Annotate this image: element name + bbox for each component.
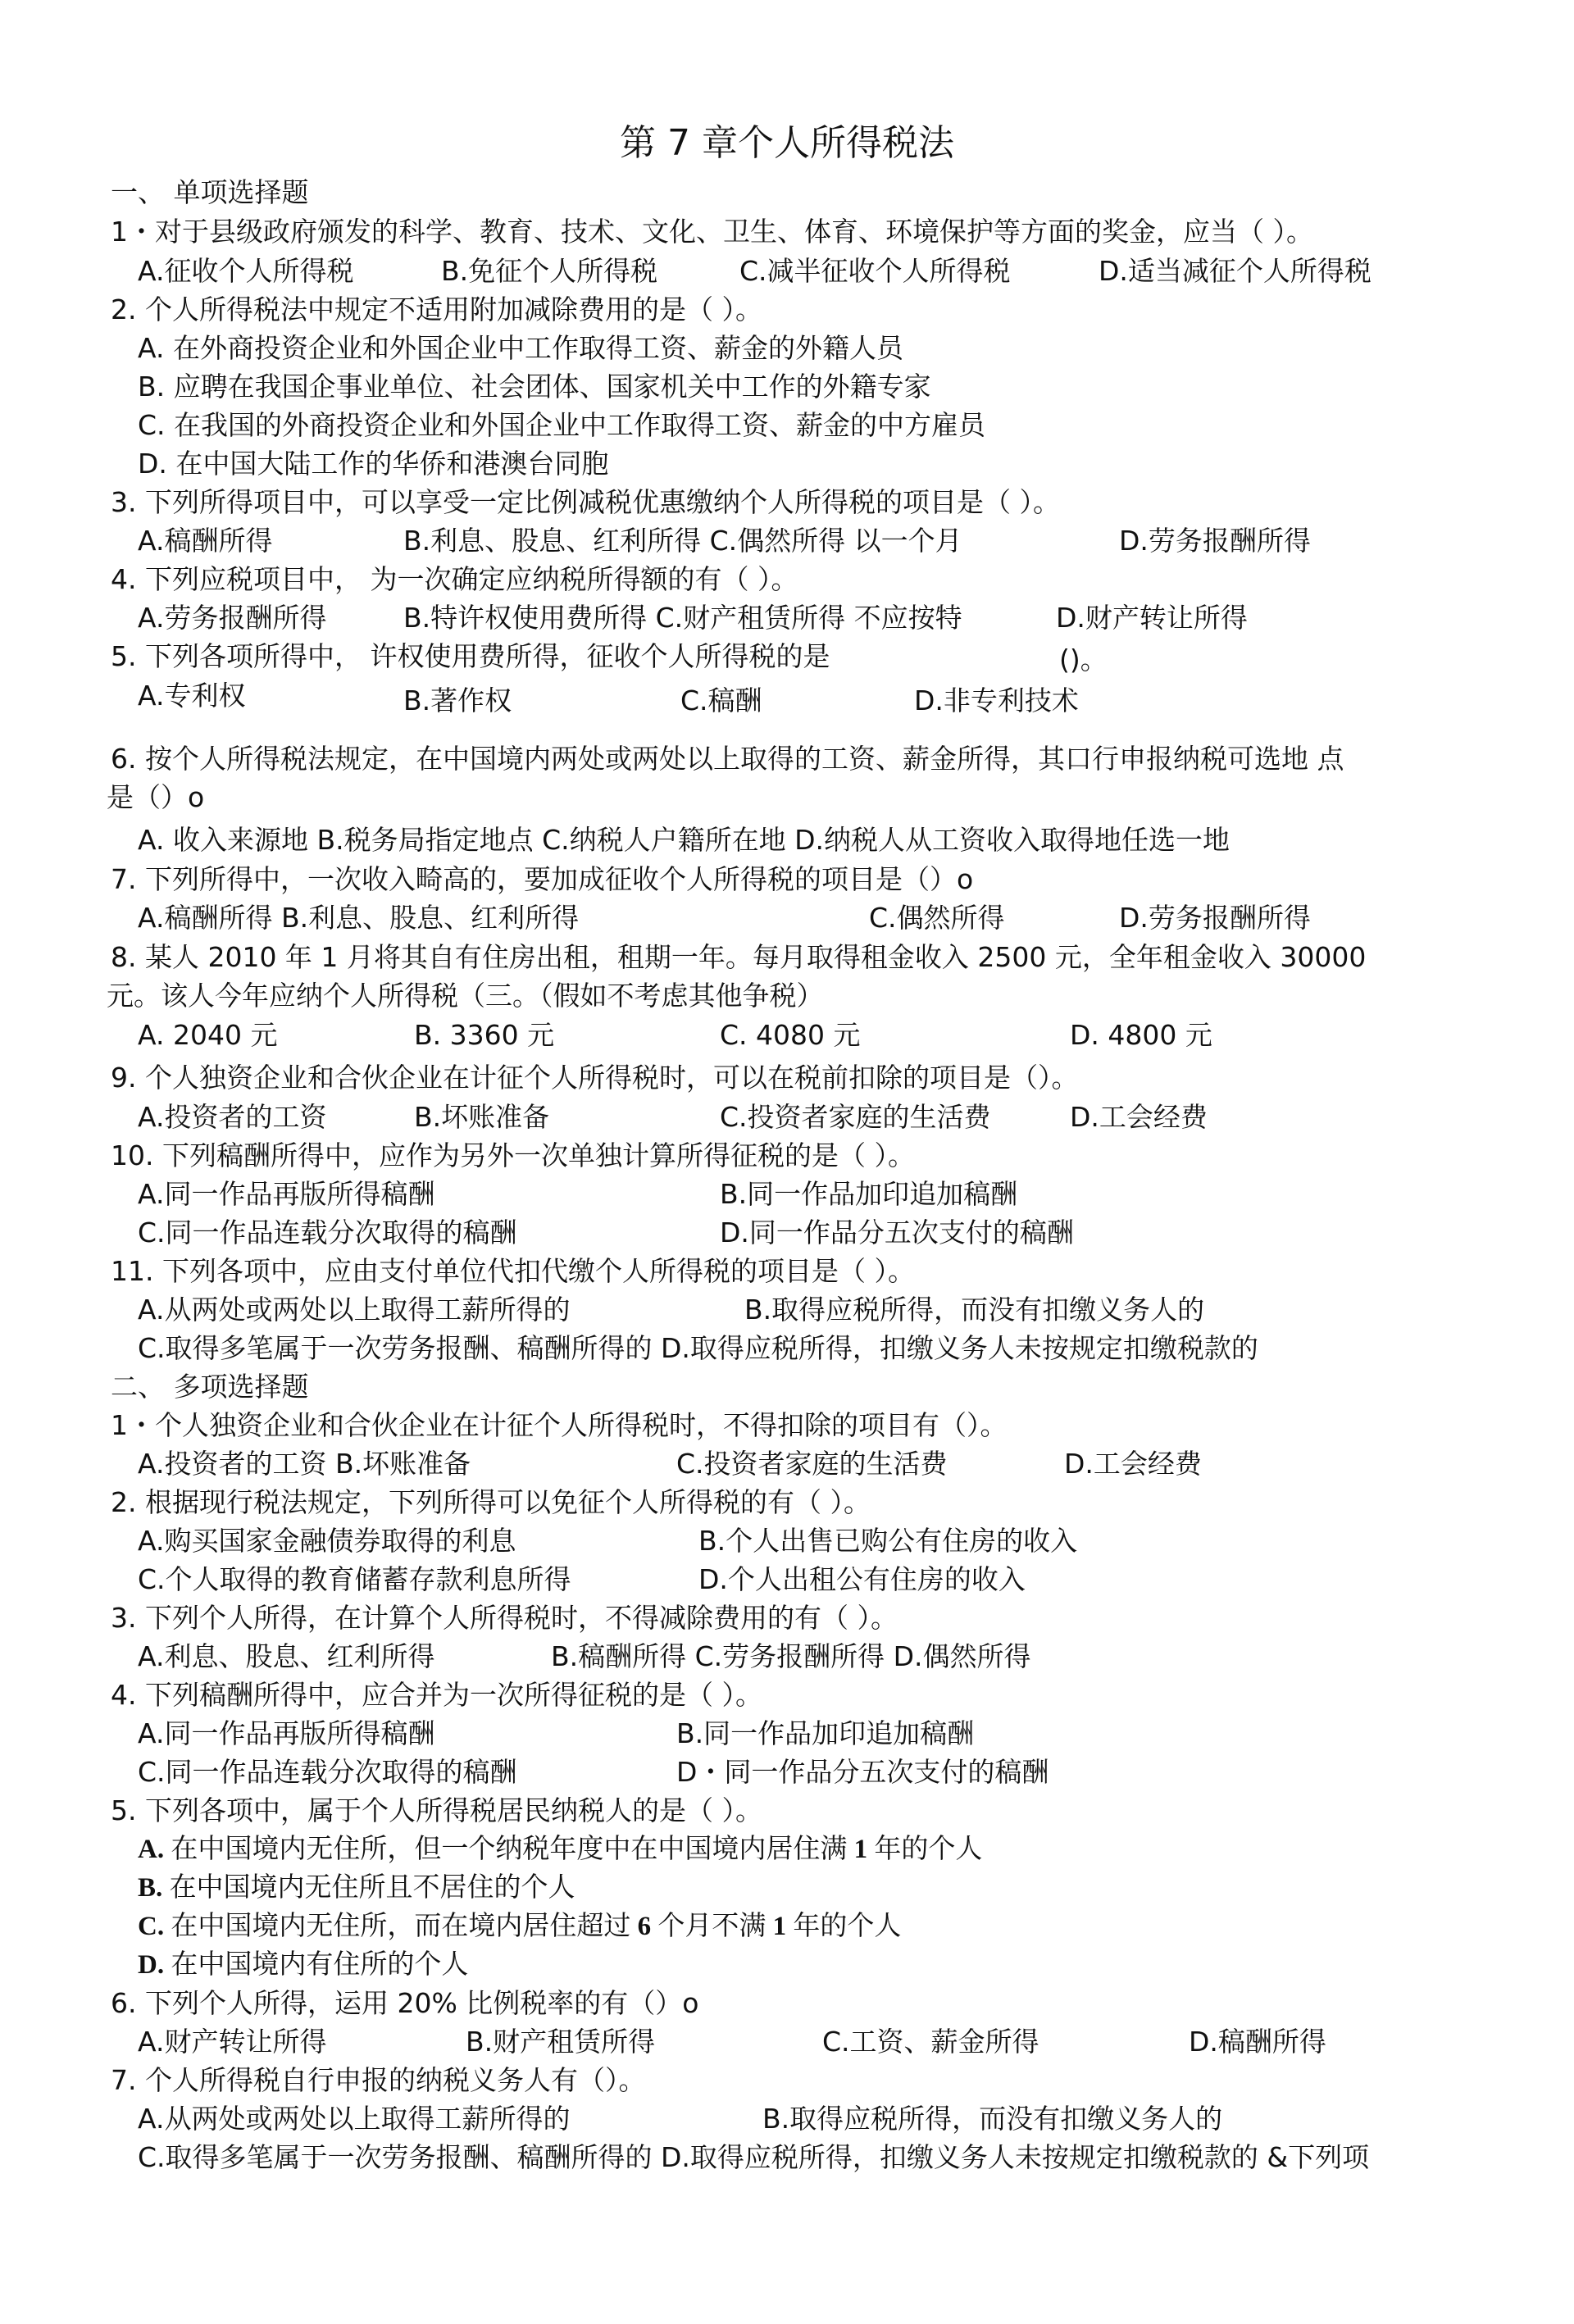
option-d: D.劳务报酬所得 [1119,902,1311,934]
question-stem-cont: 元。该人今年应纳个人所得税（三。（假如不考虑其他争税） [107,980,824,1012]
option-ab: A.稿酬所得 B.利息、股息、红利所得 [138,902,580,934]
option-c [138,1908,901,1945]
number: 1 [853,1835,868,1864]
option-a: A.从两处或两处以上取得工薪所得的 [138,2103,571,2135]
option-d: D.适当减征个人所得税 [1099,255,1372,287]
option-ab: A.投资者的工资 B.坏账准备 [138,1448,471,1480]
option-a: A. 2040 元 [138,1019,278,1051]
option-b: B. 应聘在我国企事业单位、社会团体、国家机关中工作的外籍专家 [138,371,931,402]
option-a: A.同一作品再版所得稿酬 [138,1178,435,1210]
page-title: 第 7 章个人所得税法 [620,122,954,164]
option-c: C.投资者家庭的生活费 [676,1448,948,1480]
option-c: C.投资者家庭的生活费 [720,1101,991,1133]
option-cd: C.取得多笔属于一次劳务报酬、稿酬所得的 D.取得应税所得，扣缴义务人未按规定扣缴税款的 &下列项 [138,2141,1370,2173]
question-stem: 4. 下列稿酬所得中，应合并为一次所得征税的是（ ）。 [111,1679,762,1711]
option-d: D・同一作品分五次支付的稿酬 [676,1756,1049,1788]
option-b: B.坏账准备 [414,1101,550,1133]
option-a [138,1831,982,1868]
option-bcd: B.稿酬所得 C.劳务报酬所得 D.偶然所得 [551,1640,1031,1672]
option-d: D.工会经费 [1064,1448,1202,1480]
option-d: D. 在中国大陆工作的华侨和港澳台同胞 [138,448,609,480]
question-stem: 7. 个人所得税自行申报的纳税义务人有（）。 [111,2064,646,2096]
option-letter: B. [138,1873,163,1903]
options-row: A. 收入来源地 B.税务局指定地点 C.纳税人户籍所在地 D.纳税人从工资收入取得地任选一地 [138,824,1231,856]
option-d: D.非专利技术 [914,684,1079,716]
option-text: 在中国境内无住所，而在境内居住超过 [164,1912,638,1941]
option-a: A. 在外商投资企业和外国企业中工作取得工资、薪金的外籍人员 [138,332,903,364]
option-text: 在中国境内无住所，但一个纳税年度中在中国境内居住满 [164,1835,854,1864]
option-a: A.财产转让所得 [138,2026,327,2058]
option-c: C.稿酬 [680,684,762,716]
option-b: B.取得应税所得，而没有扣缴义务人的 [762,2103,1223,2135]
question-stem-cont: 是（）o [107,781,205,813]
option-c: C.减半征收个人所得税 [739,255,1011,287]
option-b: B.同一作品加印追加稿酬 [720,1178,1018,1210]
option-text: 个月不满 [651,1912,773,1941]
option-text: 年的个人 [867,1835,983,1864]
question-stem: 11. 下列各项中，应由支付单位代扣代缴个人所得税的项目是（ ）。 [111,1255,915,1287]
option-c: C. 在我国的外商投资企业和外国企业中工作取得工资、薪金的中方雇员 [138,409,986,441]
option-b: B. 3360 元 [414,1019,555,1051]
option-c: C.同一作品连载分次取得的稿酬 [138,1217,517,1248]
option-c: C.个人取得的教育储蓄存款利息所得 [138,1563,571,1595]
option-text: 在中国境内有住所的个人 [164,1950,469,1980]
number: 1 [772,1912,787,1941]
question-stem: 2. 个人所得税法中规定不适用附加减除费用的是（ ）。 [111,293,762,325]
option-a: A.稿酬所得 [138,525,273,557]
option-letter: C. [138,1912,165,1941]
option-d: D.工会经费 [1070,1101,1208,1133]
option-b: B.个人出售已购公有住房的收入 [698,1525,1078,1557]
option-b: B.取得应税所得，而没有扣缴义务人的 [744,1294,1205,1326]
option-cd: C.取得多笔属于一次劳务报酬、稿酬所得的 D.取得应税所得，扣缴义务人未按规定扣缴税款的 [138,1332,1258,1364]
number: 6 [637,1912,652,1941]
section-heading-single-choice: 一、 单项选择题 [111,176,309,208]
question-stem: 9. 个人独资企业和合伙企业在计征个人所得税时，可以在税前扣除的项目是（）。 [111,1062,1079,1094]
option-b [138,1869,575,1907]
option-letter: D. [138,1950,165,1980]
question-stem: 6. 按个人所得税法规定，在中国境内两处或两处以上取得的工资、薪金所得，其口行申报纳税可选地 点 [111,743,1344,775]
question-stem: 10. 下列稿酬所得中，应作为另外一次单独计算所得征税的是（ ）。 [111,1139,915,1171]
option-d: D.财产转让所得 [1056,602,1248,634]
option-d: D.同一作品分五次支付的稿酬 [720,1217,1074,1248]
option-b: B.著作权 [403,684,512,716]
question-stem: 7. 下列所得中，一次收入畸高的，要加成征收个人所得税的项目是（）o [111,863,974,895]
option-text: 在中国境内无住所且不居住的个人 [162,1873,575,1903]
option-a: A.利息、股息、红利所得 [138,1640,435,1672]
question-stem-tail: ()。 [1059,644,1108,675]
option-a: A.购买国家金融债券取得的利息 [138,1525,516,1557]
question-stem: 6. 下列个人所得，运用 20% 比例税率的有（）o [111,1987,699,2019]
option-c: C.工资、薪金所得 [822,2026,1039,2058]
option-d: D. 4800 元 [1070,1019,1212,1051]
option-b: B.财产租赁所得 [466,2026,656,2058]
question-stem: 8. 某人 2010 年 1 月将其自有住房出租，租期一年。每月取得租金收入 2500 元，全年租金收入 30000 [111,941,1367,973]
option-a: A.从两处或两处以上取得工薪所得的 [138,1294,571,1326]
question-stem: 4. 下列应税项目中， 为一次确定应纳税所得额的有（ ）。 [111,563,798,595]
option-d: D.个人出租公有住房的收入 [698,1563,1026,1595]
option-c: C. 4080 元 [720,1019,861,1051]
option-text: 年的个人 [786,1912,902,1941]
option-d [138,1946,468,1984]
option-letter: A. [138,1835,165,1864]
question-stem: 2. 根据现行税法规定，下列所得可以免征个人所得税的有（ ）。 [111,1486,871,1518]
option-c: C.同一作品连载分次取得的稿酬 [138,1756,517,1788]
question-stem: 1・对于县级政府颁发的科学、教育、技术、文化、卫生、体育、环境保护等方面的奖金，应当（ ）。 [111,216,1313,248]
question-stem: 5. 下列各项中，属于个人所得税居民纳税人的是（ ）。 [111,1794,762,1826]
option-b: B.同一作品加印追加稿酬 [676,1717,975,1749]
option-a: A.劳务报酬所得 [138,602,327,634]
option-a: A.同一作品再版所得稿酬 [138,1717,435,1749]
option-a: A.投资者的工资 [138,1101,327,1133]
option-d: D.劳务报酬所得 [1119,525,1311,557]
option-a: A.专利权 [138,680,246,712]
question-stem: 1・个人独资企业和合伙企业在计征个人所得税时，不得扣除的项目有（）。 [111,1409,1008,1441]
option-a: A.征收个人所得税 [138,255,354,287]
option-b: B.免征个人所得税 [441,255,658,287]
option-c: C.偶然所得 [869,902,1005,934]
question-stem: 5. 下列各项所得中， 许权使用费所得，征收个人所得税的是 [111,640,830,672]
option-d: D.稿酬所得 [1189,2026,1326,2058]
option-bc: B.利息、股息、红利所得 C.偶然所得 以一个月 [403,525,962,557]
question-stem: 3. 下列个人所得，在计算个人所得税时，不得减除费用的有（ ）。 [111,1602,898,1634]
question-stem: 3. 下列所得项目中，可以享受一定比例减税优惠缴纳个人所得税的项目是（ ）。 [111,486,1060,518]
option-bc: B.特许权使用费所得 C.财产租赁所得 不应按特 [403,602,962,634]
section-heading-multiple-choice: 二、 多项选择题 [111,1371,309,1403]
